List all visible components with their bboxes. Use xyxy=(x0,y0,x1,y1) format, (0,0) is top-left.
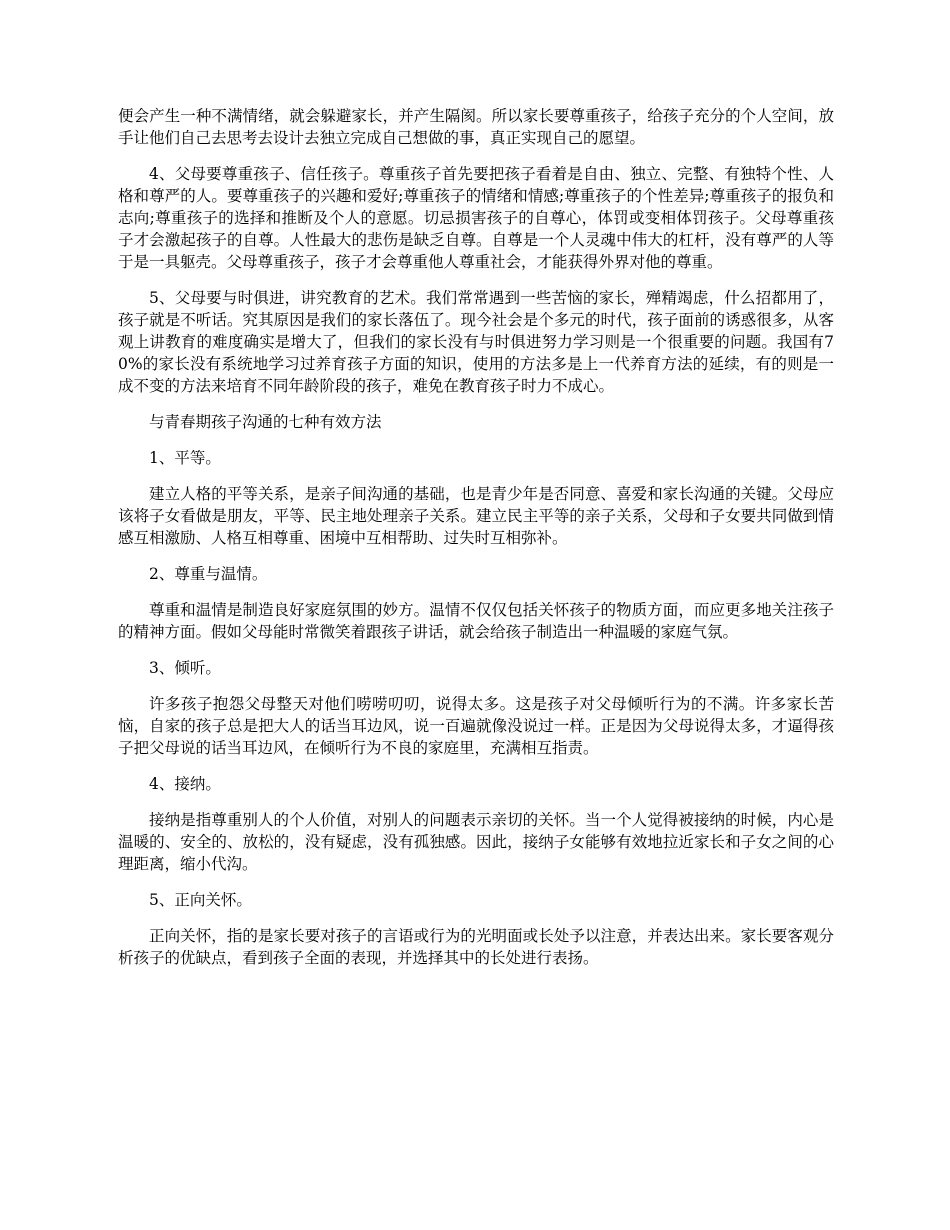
paragraph-respect-trust: 4、父母要尊重孩子、信任孩子。尊重孩子首先要把孩子看着是自由、独立、完整、有独特个性、人格和尊严的人。要尊重孩子的兴趣和爱好;尊重孩子的情绪和情感;尊重孩子的个性差异;尊重孩子的报负和志向;尊重孩子的选择和推断及个人的意愿。切忌损害孩子的自尊心，体罚或变相体罚孩子。父母尊重孩子才会激起孩子的自尊。人性最大的悲伤是缺乏自尊。自尊是一个人灵魂中伟大的杠杆，没有尊严的人等于是一具躯壳。父母尊重孩子，孩子才会尊重他人尊重社会，才能获得外界对他的尊重。 xyxy=(118,165,834,271)
paragraph-equality: 建立人格的平等关系，是亲子间沟通的基础，也是青少年是否同意、喜爱和家长沟通的关键。父母应该将子女看做是朋友，平等、民主地处理亲子关系。建立民主平等的亲子关系，父母和子女要共同做到情感互相激励、人格互相尊重、困境中互相帮助、过失时互相弥补。 xyxy=(118,485,834,547)
method-heading-respect-warmth: 2、尊重与温情。 xyxy=(149,565,268,583)
paragraph-listening: 许多孩子抱怨父母整天对他们唠唠叨叨，说得太多。这是孩子对父母倾听行为的不满。许多家长苦恼，自家的孩子总是把大人的话当耳边风，说一百遍就像没说过一样。正是因为父母说得太多，才逼得孩子把父母说的话当耳边风，在倾听行为不良的家庭里，充满相互指责。 xyxy=(118,695,834,757)
method-heading-acceptance: 4、接纳。 xyxy=(149,775,221,793)
paragraph-positive-care: 正向关怀，指的是家长要对孩子的言语或行为的光明面或长处予以注意，并表达出来。家长要客观分析孩子的优缺点，看到孩子全面的表现，并选择其中的长处进行表扬。 xyxy=(118,927,834,967)
method-heading-equality: 1、平等。 xyxy=(149,449,221,467)
section-heading: 与青春期孩子沟通的七种有效方法 xyxy=(149,413,382,431)
paragraph-keep-pace: 5、父母要与时俱进，讲究教育的艺术。我们常常遇到一些苦恼的家长，殚精竭虑，什么招都用了，孩子就是不听话。究其原因是我们的家长落伍了。现今社会是个多元的时代，孩子面前的诱惑很多，从客观上讲教育的难度确实是增大了，但我们的家长没有与时俱进努力学习则是一个很重要的问题。我国有70%的家长没有系统地学习过养育孩子方面的知识，使用的方法多是上一代养育方法的延续，有的则是一成不变的方法来培育不同年龄阶段的孩子，难免在教育孩子时力不成心。 xyxy=(118,289,834,395)
method-heading-positive-care: 5、正向关怀。 xyxy=(149,891,252,909)
method-heading-listening: 3、倾听。 xyxy=(149,659,221,677)
continued-paragraph: 便会产生一种不满情绪，就会躲避家长，并产生隔阂。所以家长要尊重孩子，给孩子充分的个人空间，放手让他们自己去思考去设计去独立完成自己想做的事，真正实现自己的愿望。 xyxy=(118,107,834,147)
paragraph-acceptance: 接纳是指尊重别人的个人价值，对别人的问题表示亲切的关怀。当一个人觉得被接纳的时候，内心是温暖的、安全的、放松的，没有疑虑，没有孤独感。因此，接纳子女能够有效地拉近家长和子女之间的心理距离，缩小代沟。 xyxy=(118,811,834,873)
document-page xyxy=(118,105,834,983)
paragraph-respect-warmth: 尊重和温情是制造良好家庭氛围的妙方。温情不仅仅包括关怀孩子的物质方面，而应更多地关注孩子的精神方面。假如父母能时常微笑着跟孩子讲话，就会给孩子制造出一种温暖的家庭气氛。 xyxy=(118,601,834,641)
